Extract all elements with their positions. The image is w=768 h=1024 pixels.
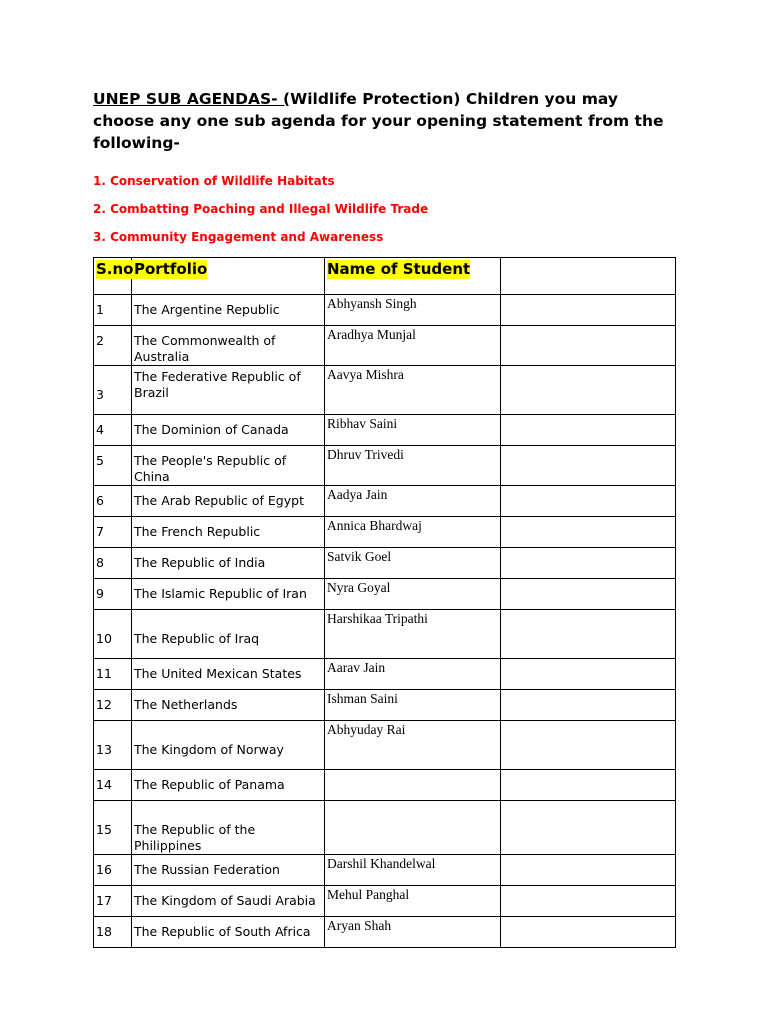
cell-portfolio	[132, 446, 325, 486]
sno-value: 18	[96, 924, 112, 939]
sno-value: 2	[96, 333, 104, 348]
student-value: Abhyuday Rai	[327, 722, 406, 737]
student-value: Ribhav Saini	[327, 416, 398, 431]
cell-portfolio	[132, 690, 325, 721]
cell-student	[325, 801, 501, 855]
cell-sno	[94, 517, 132, 548]
cell-portfolio	[132, 855, 325, 886]
cell-portfolio	[132, 917, 325, 948]
cell-portfolio	[132, 295, 325, 326]
portfolio-value: The Russian Federation	[134, 862, 280, 877]
cell-empty	[501, 610, 676, 659]
cell-sno	[94, 366, 132, 415]
student-value: Ishman Saini	[327, 691, 398, 706]
cell-portfolio	[132, 579, 325, 610]
agenda-item-3: 3. Community Engagement and Awareness	[93, 230, 384, 244]
cell-portfolio	[132, 801, 325, 855]
cell-sno	[94, 917, 132, 948]
sno-value: 13	[96, 742, 112, 757]
cell-sno	[94, 770, 132, 801]
cell-student	[325, 690, 501, 721]
portfolio-value: The Republic of Iraq	[134, 631, 260, 646]
cell-empty	[501, 486, 676, 517]
cell-empty	[501, 295, 676, 326]
cell-empty	[501, 917, 676, 948]
cell-student	[325, 326, 501, 366]
cell-sno	[94, 415, 132, 446]
cell-sno	[94, 446, 132, 486]
sno-value: 4	[96, 422, 104, 437]
cell-portfolio	[132, 326, 325, 366]
cell-sno	[94, 721, 132, 770]
cell-sno	[94, 486, 132, 517]
sno-value: 7	[96, 524, 104, 539]
cell-sno	[94, 690, 132, 721]
table-row	[94, 486, 676, 517]
cell-sno	[94, 801, 132, 855]
cell-portfolio	[132, 770, 325, 801]
cell-student	[325, 486, 501, 517]
student-value: Aradhya Munjal	[327, 327, 416, 342]
cell-student	[325, 659, 501, 690]
cell-empty	[501, 517, 676, 548]
cell-empty	[501, 366, 676, 415]
cell-student	[325, 295, 501, 326]
cell-empty	[501, 548, 676, 579]
header-sno: S.no	[96, 260, 134, 278]
portfolio-value: The Dominion of Canada	[134, 422, 289, 437]
sno-value: 10	[96, 631, 112, 646]
cell-student	[325, 770, 501, 801]
portfolio-value: The Islamic Republic of Iran	[134, 586, 307, 601]
cell-portfolio	[132, 548, 325, 579]
cell-empty	[501, 690, 676, 721]
cell-empty	[501, 659, 676, 690]
cell-empty	[501, 326, 676, 366]
table-row	[94, 366, 676, 415]
portfolio-value: The Republic of South Africa	[134, 924, 311, 939]
sno-value: 11	[96, 666, 112, 681]
cell-student	[325, 610, 501, 659]
table-row	[94, 326, 676, 366]
cell-sno	[94, 326, 132, 366]
cell-empty	[501, 886, 676, 917]
agenda-item-2: 2. Combatting Poaching and Illegal Wildlife Trade	[93, 202, 429, 216]
cell-portfolio	[132, 486, 325, 517]
sno-value: 6	[96, 493, 104, 508]
cell-empty	[501, 446, 676, 486]
portfolio-value: The Kingdom of Norway	[134, 742, 284, 757]
heading-underlined: UNEP SUB AGENDAS- (	[93, 90, 291, 108]
portfolio-value: The Republic of the Philippines	[134, 822, 256, 853]
cell-student	[325, 415, 501, 446]
student-value: Aadya Jain	[327, 487, 388, 502]
sno-value: 12	[96, 697, 112, 712]
cell-empty	[501, 855, 676, 886]
sno-value: 16	[96, 862, 112, 877]
table-row	[94, 610, 676, 659]
cell-sno	[94, 295, 132, 326]
student-value: Aryan Shah	[327, 918, 392, 933]
header-student: Name of Student	[327, 260, 471, 278]
portfolio-value: The People's Republic of China	[134, 453, 287, 484]
header-cell-portfolio	[132, 258, 325, 295]
student-value: Annica Bhardwaj	[327, 518, 422, 533]
cell-student	[325, 517, 501, 548]
cell-student	[325, 855, 501, 886]
cell-sno	[94, 610, 132, 659]
cell-portfolio	[132, 721, 325, 770]
portfolio-value: The Commonwealth of Australia	[134, 333, 276, 364]
heading-text: Wildlife Protection) Children you may choose any one sub agenda for your opening statement from the following-	[93, 90, 664, 152]
portfolio-value: The Republic of Panama	[134, 777, 285, 792]
table-row	[94, 517, 676, 548]
table-row	[94, 770, 676, 801]
sno-value: 14	[96, 777, 112, 792]
portfolio-value: The French Republic	[134, 524, 261, 539]
cell-sno	[94, 579, 132, 610]
table-row	[94, 659, 676, 690]
portfolio-table	[93, 257, 676, 948]
student-value: Mehul Panghal	[327, 887, 410, 902]
cell-portfolio	[132, 517, 325, 548]
cell-student	[325, 721, 501, 770]
cell-empty	[501, 721, 676, 770]
table-header-row	[94, 258, 676, 295]
table-row	[94, 801, 676, 855]
student-value: Dhruv Trivedi	[327, 447, 404, 462]
table-row	[94, 886, 676, 917]
portfolio-value: The United Mexican States	[134, 666, 302, 681]
table-row	[94, 917, 676, 948]
table-row	[94, 548, 676, 579]
student-value: Satvik Goel	[327, 549, 392, 564]
cell-sno	[94, 855, 132, 886]
header-cell-empty	[501, 258, 676, 295]
table-row	[94, 295, 676, 326]
sno-value: 17	[96, 893, 112, 908]
cell-empty	[501, 801, 676, 855]
cell-empty	[501, 770, 676, 801]
student-value: Darshil Khandelwal	[327, 856, 436, 871]
cell-portfolio	[132, 886, 325, 917]
table-row	[94, 579, 676, 610]
cell-portfolio	[132, 415, 325, 446]
sno-value: 1	[96, 302, 104, 317]
table-row	[94, 690, 676, 721]
student-value: Nyra Goyal	[327, 580, 391, 595]
sno-value: 15	[96, 822, 112, 837]
sno-value: 8	[96, 555, 104, 570]
student-value: Aavya Mishra	[327, 367, 404, 382]
cell-sno	[94, 659, 132, 690]
cell-student	[325, 917, 501, 948]
cell-sno	[94, 886, 132, 917]
cell-student	[325, 579, 501, 610]
cell-empty	[501, 415, 676, 446]
cell-portfolio	[132, 659, 325, 690]
portfolio-value: The Republic of India	[134, 555, 266, 570]
portfolio-value: The Kingdom of Saudi Arabia	[134, 893, 316, 908]
page-heading	[93, 88, 683, 154]
portfolio-value: The Netherlands	[134, 697, 238, 712]
cell-sno	[94, 548, 132, 579]
table-row	[94, 855, 676, 886]
cell-student	[325, 366, 501, 415]
student-value: Aarav Jain	[327, 660, 386, 675]
sno-value: 9	[96, 586, 104, 601]
header-cell-sno	[94, 258, 132, 295]
cell-portfolio	[132, 610, 325, 659]
sno-value: 3	[96, 387, 104, 402]
table-row	[94, 415, 676, 446]
header-portfolio: Portfolio	[134, 260, 208, 278]
table-row	[94, 721, 676, 770]
portfolio-value: The Argentine Republic	[134, 302, 280, 317]
agenda-item-1: 1. Conservation of Wildlife Habitats	[93, 174, 335, 188]
student-value: Abhyansh Singh	[327, 296, 417, 311]
cell-student	[325, 886, 501, 917]
student-value: Harshikaa Tripathi	[327, 611, 428, 626]
header-cell-student	[325, 258, 501, 295]
cell-student	[325, 548, 501, 579]
portfolio-value: The Arab Republic of Egypt	[134, 493, 304, 508]
cell-student	[325, 446, 501, 486]
cell-portfolio	[132, 366, 325, 415]
portfolio-value: The Federative Republic of Brazil	[134, 369, 301, 400]
cell-empty	[501, 579, 676, 610]
table-row	[94, 446, 676, 486]
sno-value: 5	[96, 453, 104, 468]
